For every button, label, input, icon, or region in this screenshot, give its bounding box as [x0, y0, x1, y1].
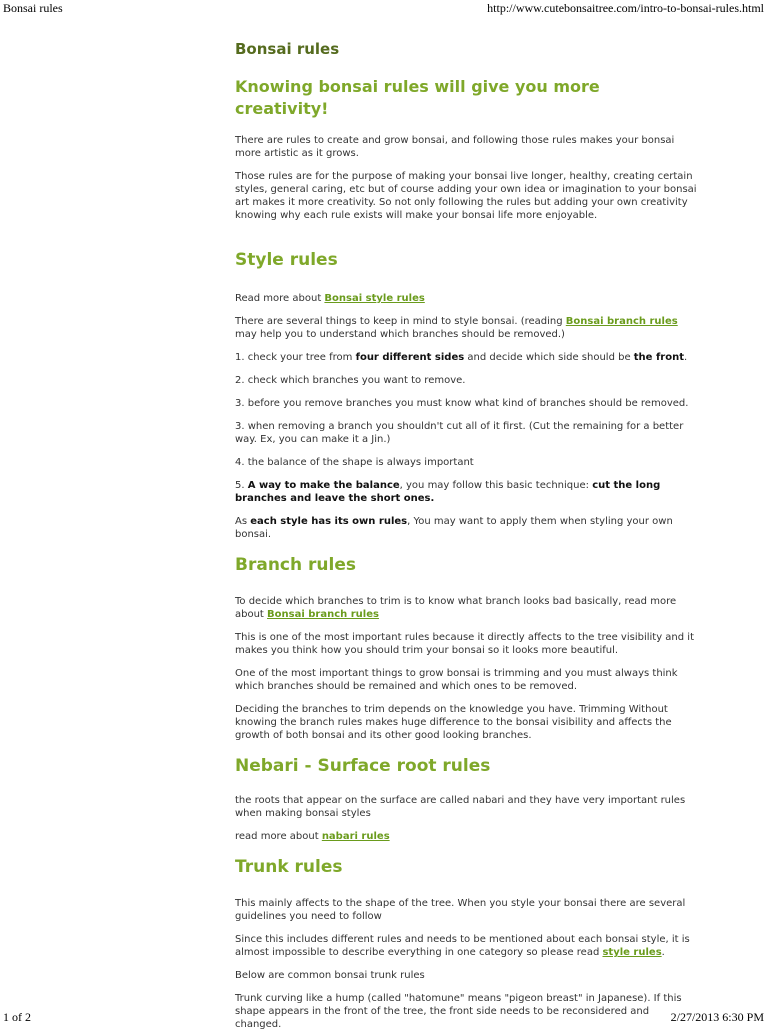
trunk-paragraph: Since this includes different rules and needs to be mentioned about each bonsai style, it is almost impossible to describe everything in one category so please read style rules.: [235, 934, 690, 958]
style-item-2: 2. check which branches you want to remove.: [235, 375, 466, 386]
nabari-rules-link[interactable]: nabari rules: [321, 831, 390, 842]
style-item-3: 3. before you remove branches you must know what kind of branches should be removed.: [235, 398, 689, 409]
style-paragraph: There are several things to keep in mind to style bonsai. (reading Bonsai branch rules may help you to understand which branches should be removed.): [235, 316, 678, 340]
style-read-more: Read more about Bonsai style rules: [235, 293, 425, 304]
bonsai-style-rules-link[interactable]: Bonsai style rules: [324, 293, 425, 304]
branch-paragraph: To decide which branches to trim is to know what branch looks bad basically, read more about Bonsai branch rules: [235, 596, 677, 620]
intro-paragraph: Those rules are for the purpose of making your bonsai live longer, healthy, creating certain styles, general caring, etc but of course adding your own idea or imagination to your bonsai art makes it more creativity. So not only following the rules but adding your own creativity knowing why each rule exists will make your bonsai life more enjoyable.: [235, 171, 697, 221]
print-header-title: Bonsai rules: [3, 1, 63, 15]
nebari-rules-heading: Nebari - Surface root rules: [235, 756, 491, 776]
trunk-paragraph: Below are common bonsai trunk rules: [235, 970, 425, 981]
branch-paragraph: This is one of the most important rules because it directly affects to the tree visibility and it makes you think how you should trim your bonsai so it looks more beautiful.: [235, 632, 694, 656]
style-rules-heading: Style rules: [235, 250, 338, 270]
lead-heading: Knowing bonsai rules will give you more creativity!: [235, 77, 600, 118]
bonsai-branch-rules-link[interactable]: Bonsai branch rules: [565, 316, 678, 327]
nebari-read-more: read more about nabari rules: [235, 831, 390, 842]
style-last-paragraph: As each style has its own rules, You may want to apply them when styling your own bonsai.: [235, 516, 673, 540]
trunk-rules-heading: Trunk rules: [235, 857, 343, 877]
branch-paragraph: Deciding the branches to trim depends on the knowledge you have. Trimming Without knowing the branch rules makes huge difference to the bonsai visibility and affects the growth of both bonsai and its other good looking branches.: [235, 704, 672, 741]
style-item-6: 5. A way to make the balance, you may follow this basic technique: cut the long branches and leave the short ones.: [235, 480, 661, 504]
branch-rules-heading: Branch rules: [235, 555, 356, 575]
intro-paragraph: There are rules to create and grow bonsai, and following those rules makes your bonsai more artistic as it grows.: [235, 135, 675, 159]
style-item-1: 1. check your tree from four different sides and decide which side should be the front.: [235, 352, 688, 363]
bonsai-branch-rules-link-2[interactable]: Bonsai branch rules: [267, 609, 379, 620]
print-header-url: http://www.cutebonsaitree.com/intro-to-bonsai-rules.html: [487, 1, 764, 15]
style-item-4: 3. when removing a branch you shouldn't cut all of it first. (Cut the remaining for a better way. Ex, you can make it a Jin.): [235, 421, 684, 445]
style-rules-link[interactable]: style rules: [602, 947, 662, 958]
print-footer-page: 1 of 2: [3, 1010, 31, 1024]
page-title: Bonsai rules: [235, 40, 340, 58]
trunk-paragraph: This mainly affects to the shape of the tree. When you style your bonsai there are several guidelines you need to follow: [235, 898, 686, 922]
print-footer-datetime: 2/27/2013 6:30 PM: [670, 1010, 764, 1024]
style-item-5: 4. the balance of the shape is always important: [235, 457, 474, 468]
nebari-paragraph: the roots that appear on the surface are called nabari and they have very important rules when making bonsai styles: [235, 795, 686, 819]
article: [235, 40, 697, 1030]
branch-paragraph: One of the most important things to grow bonsai is trimming and you must always think which branches should be remained and which ones to be removed.: [235, 668, 678, 692]
trunk-paragraph: Trunk curving like a hump (called "hatomune" means "pigeon breast" in Japanese). If this shape appears in the front of the tree, the front side needs to be reconsidered and changed.: [235, 993, 682, 1030]
